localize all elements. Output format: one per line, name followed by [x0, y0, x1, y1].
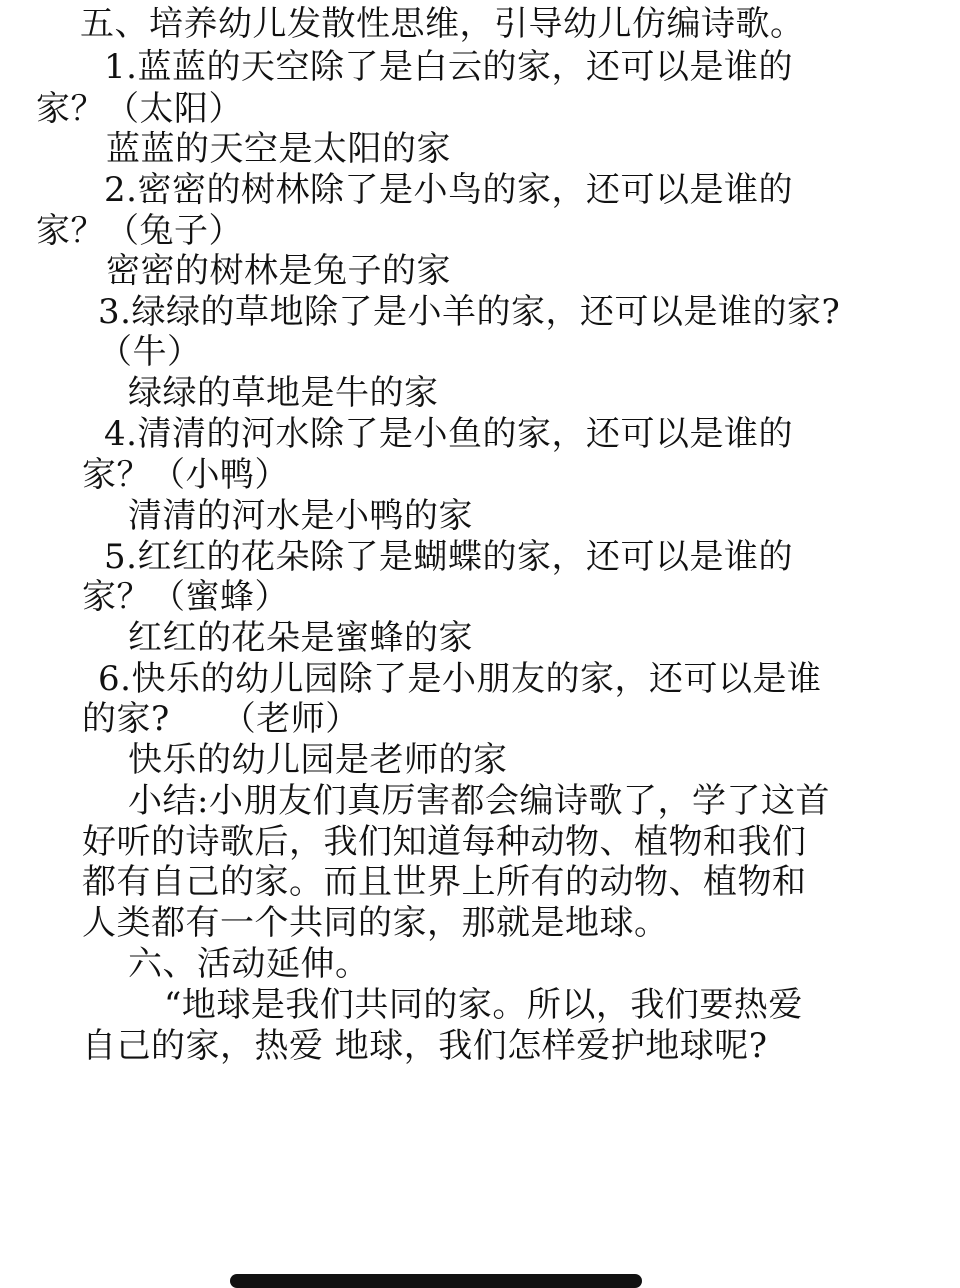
- item-6-verse: 快乐的幼儿园是老师的家: [128, 740, 508, 780]
- item-2-answer: 家？（兔子）: [36, 211, 243, 251]
- extension-line-2: 自己的家，热爱 地球，我们怎样爱护地球呢?: [82, 1026, 768, 1066]
- item-3-answer: （牛）: [98, 332, 202, 372]
- item-4-verse: 清清的河水是小鸭的家: [128, 496, 473, 536]
- item-1-verse: 蓝蓝的天空是太阳的家: [106, 129, 451, 169]
- section-heading-five: 五、培养幼儿发散性思维，引导幼儿仿编诗歌。: [80, 4, 805, 44]
- item-2-verse: 密密的树林是兔子的家: [106, 251, 451, 291]
- section-heading-six: 六、活动延伸。: [128, 944, 370, 984]
- item-5-question: 5.红红的花朵除了是蝴蝶的家，还可以是谁的: [104, 537, 793, 577]
- summary-line-2: 好听的诗歌后，我们知道每种动物、植物和我们: [82, 822, 807, 862]
- item-4-question: 4.清清的河水除了是小鱼的家，还可以是谁的: [104, 414, 793, 454]
- item-6-answer: 的家? （老师）: [82, 699, 360, 739]
- item-3-question: 3.绿绿的草地除了是小羊的家，还可以是谁的家?: [98, 292, 841, 332]
- item-4-answer: 家？（小鸭）: [82, 455, 289, 495]
- item-1-question: 1.蓝蓝的天空除了是白云的家，还可以是谁的: [104, 47, 793, 87]
- item-6-question: 6.快乐的幼儿园除了是小朋友的家，还可以是谁: [98, 659, 822, 699]
- home-indicator-bar[interactable]: [230, 1274, 642, 1288]
- item-2-question: 2.密密的树林除了是小鸟的家，还可以是谁的: [104, 170, 793, 210]
- item-5-verse: 红红的花朵是蜜蜂的家: [128, 618, 473, 658]
- item-3-verse: 绿绿的草地是牛的家: [128, 373, 439, 413]
- summary-line-1: 小结:小朋友们真厉害都会编诗歌了，学了这首: [128, 781, 830, 821]
- item-5-answer: 家？（蜜蜂）: [82, 577, 289, 617]
- summary-line-4: 人类都有一个共同的家，那就是地球。: [82, 903, 669, 943]
- cut-off-previous-line: [60, 0, 220, 2]
- item-1-answer: 家？（太阳）: [36, 89, 243, 129]
- extension-line-1: “地球是我们共同的家。所以，我们要热爱: [164, 985, 803, 1025]
- summary-line-3: 都有自己的家。而且世界上所有的动物、植物和: [82, 862, 807, 902]
